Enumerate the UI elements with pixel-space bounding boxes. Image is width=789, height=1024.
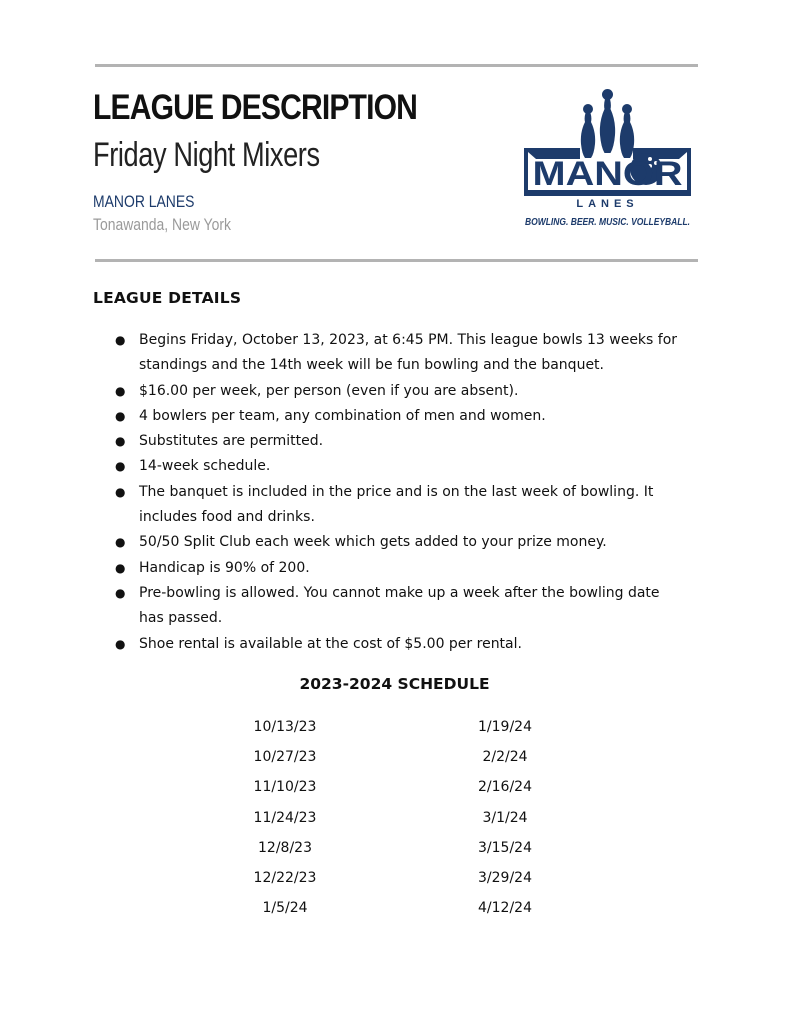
bullet-icon: ● bbox=[115, 383, 126, 398]
bullet-icon: ● bbox=[115, 408, 126, 423]
schedule-date: 3/29/24 bbox=[478, 870, 532, 887]
schedule-date: 4/12/24 bbox=[478, 900, 532, 917]
header-bottom-divider bbox=[95, 259, 698, 262]
schedule-column-right bbox=[445, 712, 565, 923]
page-title: LEAGUE DESCRIPTION bbox=[93, 88, 418, 127]
schedule-date: 10/13/23 bbox=[253, 719, 317, 735]
bullet-icon: ● bbox=[115, 560, 126, 575]
schedule-date: 1/5/24 bbox=[262, 900, 308, 917]
schedule-date: 12/8/23 bbox=[258, 839, 312, 856]
venue-location: Tonawanda, New York bbox=[93, 215, 231, 234]
bullet-icon: ● bbox=[115, 333, 126, 347]
bullet-icon: ● bbox=[115, 434, 126, 449]
bowling-pins-icon bbox=[581, 89, 634, 158]
top-divider bbox=[95, 64, 698, 67]
list-item: ● 50/50 Split Club each week which gets added to your prize money. bbox=[139, 530, 679, 555]
list-item: ● 14-week schedule. bbox=[139, 454, 679, 479]
league-details-list bbox=[115, 328, 679, 657]
schedule-date: 2/2/24 bbox=[482, 749, 528, 766]
list-item: ● Substitutes are permitted. bbox=[139, 429, 679, 454]
list-item: ● $16.00 per week, per person (even if you are absent). bbox=[139, 379, 679, 404]
logo-tagline: BOWLING. BEER. MUSIC. VOLLEYBALL. bbox=[525, 216, 691, 228]
schedule-column-left bbox=[225, 712, 345, 923]
schedule-heading: 2023-2024 SCHEDULE bbox=[299, 675, 490, 693]
schedule-date: 11/24/23 bbox=[253, 809, 317, 826]
list-item: ● Pre-bowling is allowed. You cannot make up a week after the bowling date has passed. bbox=[139, 581, 679, 632]
list-item: ● 4 bowlers per team, any combination of men and women. bbox=[139, 404, 679, 429]
bullet-icon: ● bbox=[115, 484, 126, 499]
venue-name: MANOR LANES bbox=[93, 192, 195, 211]
list-item: ● Shoe rental is available at the cost of $5.00 per rental. bbox=[139, 632, 679, 657]
schedule-date: 2/16/24 bbox=[478, 779, 532, 796]
logo-subtitle: LANES bbox=[576, 198, 639, 210]
manor-lanes-logo bbox=[520, 86, 695, 232]
schedule-date: 3/15/24 bbox=[478, 839, 532, 856]
bullet-icon: ● bbox=[115, 585, 126, 600]
league-name: Friday Night Mixers bbox=[93, 136, 320, 174]
list-item: ● The banquet is included in the price and is on the last week of bowling. It includes food and drinks. bbox=[139, 480, 679, 531]
list-item: ● Handicap is 90% of 200. bbox=[139, 556, 679, 581]
list-item: ● Begins Friday, October 13, 2023, at 6:45 PM. This league bowls 13 weeks for standings and the 14th week will be fun bowling and the banquet. bbox=[139, 328, 679, 379]
bullet-icon: ● bbox=[115, 636, 126, 651]
schedule-date: 1/19/24 bbox=[478, 719, 532, 735]
schedule-date: 12/22/23 bbox=[253, 870, 317, 887]
bullet-icon: ● bbox=[115, 535, 126, 550]
bullet-icon: ● bbox=[115, 459, 126, 474]
league-details-heading: LEAGUE DETAILS bbox=[93, 289, 242, 307]
schedule-date: 3/1/24 bbox=[482, 809, 528, 826]
schedule-date: 11/10/23 bbox=[253, 779, 317, 796]
logo-wordmark: MANOR bbox=[532, 155, 683, 193]
schedule-date: 10/27/23 bbox=[253, 749, 317, 766]
